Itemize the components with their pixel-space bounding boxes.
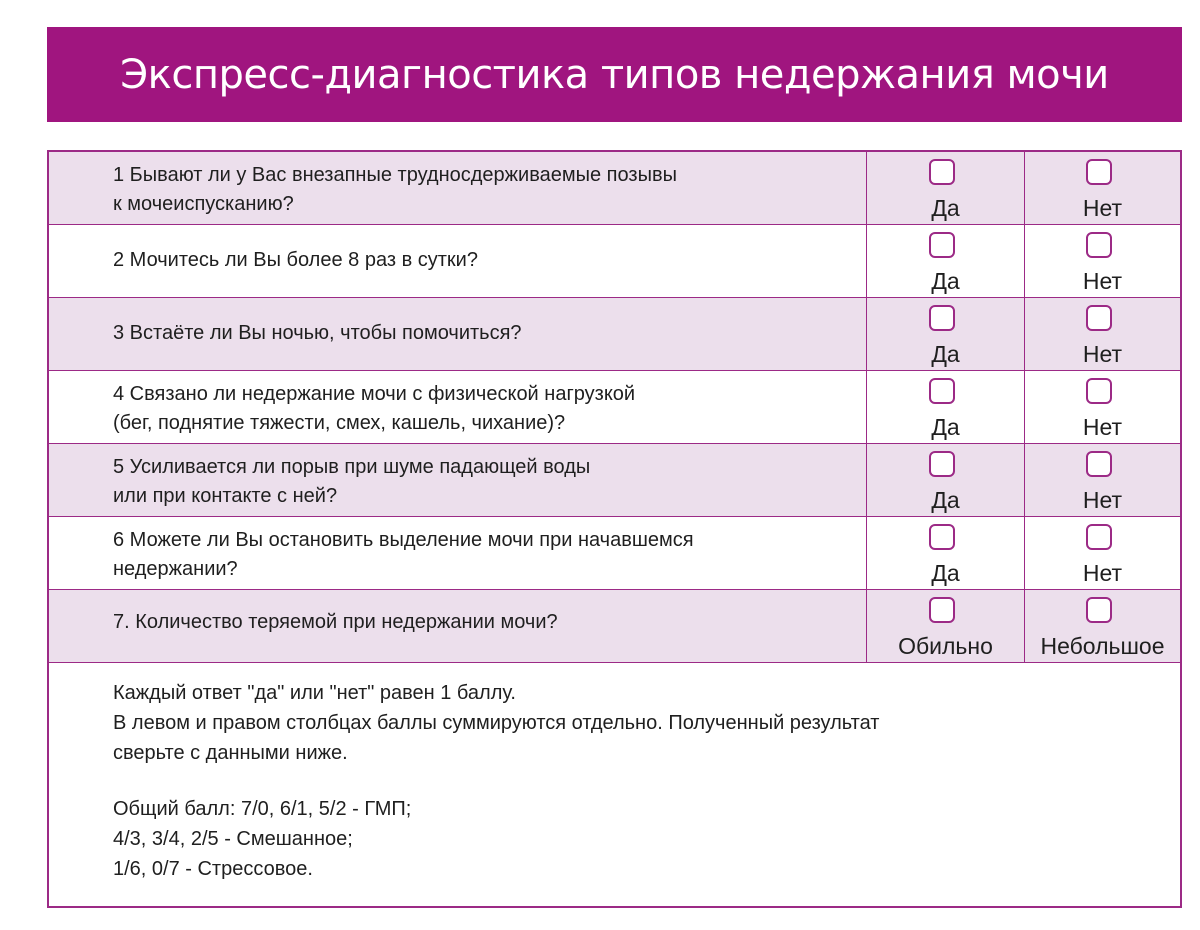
checkbox-no-icon[interactable] [1086,524,1112,550]
question-row-1 [49,152,1180,225]
answer-yes-cell [867,517,1025,589]
checkbox-yes-icon[interactable] [929,159,955,185]
score-result-text: Общий балл: 7/0, 6/1, 5/2 - ГМП; [113,798,412,820]
checkbox-no-icon[interactable] [1086,305,1112,331]
answer-yes-cell [867,590,1025,662]
score-result-text: 1/6, 0/7 - Стрессовое. [113,858,313,880]
question-cell [49,517,867,589]
answer-yes-label: Да [931,560,960,586]
checkbox-no-icon[interactable] [1086,159,1112,185]
answer-no-cell [1025,371,1180,443]
checkbox-yes-icon[interactable] [929,597,955,623]
answer-yes-label: Обильно [898,633,993,659]
question-text: 7. Количество теряемой при недержании мочи? [113,611,558,633]
question-cell [49,590,867,662]
question-cell [49,225,867,297]
question-text: 1 Бывают ли у Вас внезапные трудносдерживаемые позывы к мочеиспусканию? [113,164,677,215]
answer-no-cell [1025,590,1180,662]
page-title: Экспресс-диагностика типов недержания мочи [120,51,1109,98]
question-text: 5 Усиливается ли порыв при шуме падающей воды или при контакте с ней? [113,456,591,507]
answer-yes-cell [867,371,1025,443]
checkbox-yes-icon[interactable] [929,232,955,258]
checkbox-yes-icon[interactable] [929,524,955,550]
answer-no-cell [1025,298,1180,370]
answer-yes-label: Да [931,268,960,294]
question-text: 3 Встаёте ли Вы ночью, чтобы помочиться? [113,322,522,344]
answer-yes-cell [867,225,1025,297]
checkbox-yes-icon[interactable] [929,451,955,477]
answer-yes-label: Да [931,487,960,513]
scoring-rule-text: Каждый ответ "да" или "нет" равен 1 баллу. [113,682,516,704]
header-banner [47,27,1182,122]
answer-no-label: Нет [1082,195,1123,221]
answer-no-cell [1025,517,1180,589]
question-row-2 [49,225,1180,298]
score-result-text: 4/3, 3/4, 2/5 - Смешанное; [113,828,353,850]
answer-no-label: Нет [1082,268,1123,294]
question-cell [49,298,867,370]
question-cell [49,152,867,224]
checkbox-no-icon[interactable] [1086,597,1112,623]
answer-yes-label: Да [931,341,960,367]
answer-yes-label: Да [931,414,960,440]
answer-yes-cell [867,444,1025,516]
question-row-4 [49,371,1180,444]
answer-yes-cell [867,152,1025,224]
questionnaire-table [47,150,1182,908]
answer-yes-label: Да [931,195,960,221]
question-text: 4 Связано ли недержание мочи с физической нагрузкой (бег, поднятие тяжести, смех, кашель, чихание)? [113,383,636,434]
question-text: 2 Мочитесь ли Вы более 8 раз в сутки? [113,249,478,271]
answer-no-label: Нет [1082,414,1123,440]
checkbox-no-icon[interactable] [1086,232,1112,258]
answer-no-cell [1025,225,1180,297]
answer-no-cell [1025,152,1180,224]
checkbox-yes-icon[interactable] [929,378,955,404]
question-row-6 [49,517,1180,590]
answer-no-label: Нет [1082,341,1123,367]
question-row-3 [49,298,1180,371]
answer-no-label: Небольшое [1040,633,1165,659]
question-row-7 [49,590,1180,663]
answer-no-label: Нет [1082,487,1123,513]
scoring-rule-text: В левом и правом столбцах баллы суммируются отдельно. Полученный результат [113,712,880,734]
scoring-rule-text: сверьте с данными ниже. [113,742,348,764]
question-text: 6 Можете ли Вы остановить выделение мочи при начавшемся недержании? [113,529,694,580]
question-cell [49,444,867,516]
answer-no-cell [1025,444,1180,516]
scoring-instructions [113,678,879,884]
checkbox-no-icon[interactable] [1086,378,1112,404]
checkbox-no-icon[interactable] [1086,451,1112,477]
question-row-5 [49,444,1180,517]
answer-no-label: Нет [1082,560,1123,586]
spacer [113,768,879,794]
question-cell [49,371,867,443]
answer-yes-cell [867,298,1025,370]
checkbox-yes-icon[interactable] [929,305,955,331]
